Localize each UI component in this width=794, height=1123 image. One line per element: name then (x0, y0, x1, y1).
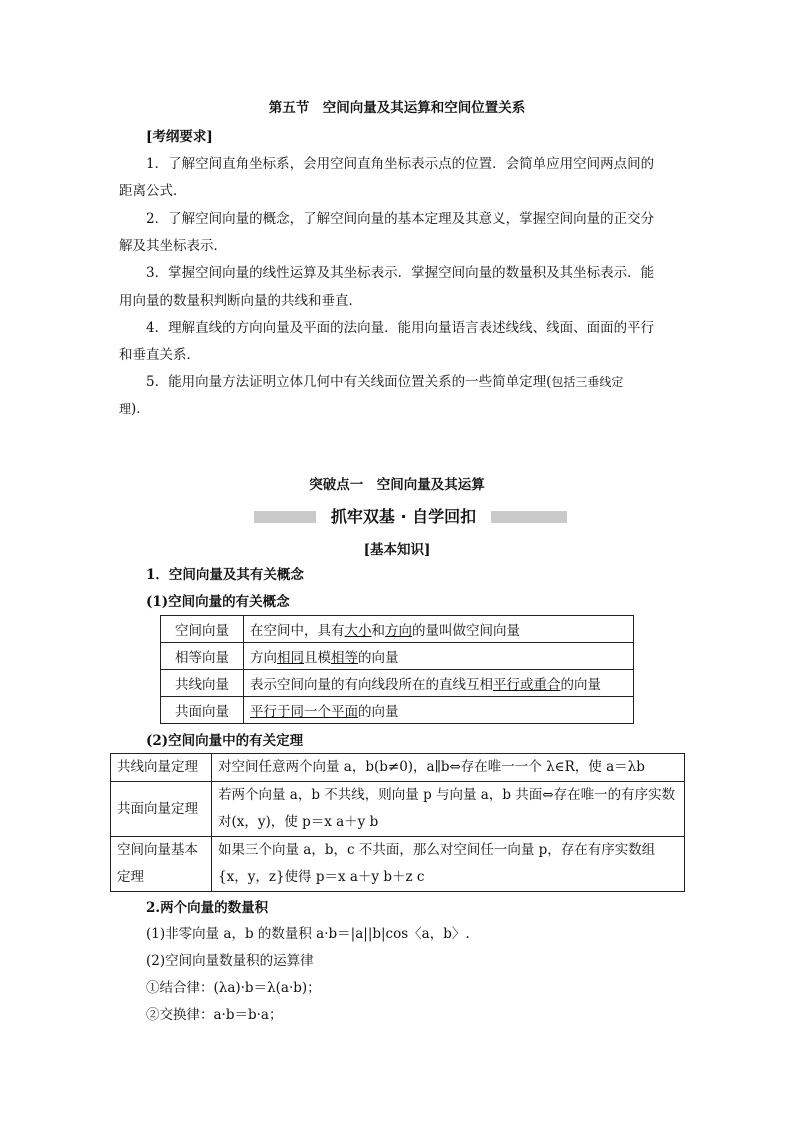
table-row (111, 754, 685, 782)
heading-1a: (1)空间向量的有关概念 (146, 594, 290, 610)
concept-value: 表示空间向量的有向线段所在的直线互相平行或重合的向量 (244, 670, 634, 697)
req-1-line1: 1．了解空间直角坐标系，会用空间直角坐标表示点的位置．会简单应用空间两点间的 (146, 156, 655, 172)
req-2-line2: 解及其坐标表示． (119, 238, 227, 254)
theorem-value: 若两个向量 a，b 不共线，则向量 p 与向量 a，b 共面⇔存在唯一的有序实数对(x，y)，使 p＝x a＋y b (212, 782, 685, 837)
req-1-line2: 距离公式． (119, 183, 187, 199)
heading-1b: (2)空间向量中的有关定理 (146, 733, 304, 749)
banner-bar-left (254, 511, 316, 523)
table-row (161, 670, 634, 697)
banner-text: 抓牢双基 · 自学回扣 (330, 507, 477, 526)
table-row (111, 782, 685, 837)
req-5-handwritten-2: 理 (119, 402, 132, 416)
req-4-line2: 和垂直关系． (119, 347, 200, 363)
table-row (161, 616, 634, 643)
section-title: 突破点一 空间向量及其运算 (309, 477, 485, 493)
concept-key: 相等向量 (161, 643, 244, 670)
theorem-key: 共线向量定理 (111, 754, 212, 782)
heading-2: 2.两个向量的数量积 (146, 900, 269, 916)
page-title: 第五节 空间向量及其运算和空间位置关系 (268, 100, 526, 116)
law-associative: ①结合律：(λa)·b＝λ(a·b)； (146, 980, 321, 996)
law-commutative: ②交换律：a·b＝b·a； (146, 1007, 283, 1023)
req-2-line1: 2．了解空间向量的概念，了解空间向量的基本定理及其意义，掌握空间向量的正交分 (146, 211, 655, 227)
concept-value: 方向相同且模相等的向量 (244, 643, 634, 670)
req-3-line2: 用向量的数量积判断向量的共线和垂直． (119, 293, 362, 309)
heading-1: 1．空间向量及其有关概念 (146, 567, 304, 583)
table-row (161, 643, 634, 670)
concepts-table (160, 615, 634, 724)
banner (254, 507, 567, 527)
req-5-handwritten: 包括三垂线定 (551, 375, 624, 389)
concept-key: 空间向量 (161, 616, 244, 643)
req-5-line2 (119, 397, 150, 417)
theorem-key: 共面向量定理 (111, 782, 212, 837)
kaogang-heading: [考纲要求] (146, 129, 213, 145)
table-row (111, 837, 685, 892)
dot-product-def: (1)非零向量 a，b 的数量积 a·b＝|a||b|cos〈a，b〉. (146, 926, 470, 942)
theorem-key: 空间向量基本定理 (111, 837, 212, 892)
table-row (161, 697, 634, 724)
req-4-line1: 4．理解直线的方向向量及平面的法向量．能用向量语言表述线线、线面、面面的平行 (146, 320, 655, 336)
heading-2b: (2)空间向量数量积的运算律 (146, 953, 314, 969)
theorem-value: 如果三个向量 a，b，c 不共面，那么对空间任一向量 p，存在有序实数组{x，y，z}使得 p＝x a＋y b＋z c (212, 837, 685, 892)
concept-value: 在空间中，具有大小和方向的量叫做空间向量 (244, 616, 634, 643)
theorems-table (110, 753, 685, 892)
concept-key: 共线向量 (161, 670, 244, 697)
concept-value: 平行于同一个平面的向量 (244, 697, 634, 724)
req-3-line1: 3．掌握空间向量的线性运算及其坐标表示．掌握空间向量的数量积及其坐标表示．能 (146, 265, 655, 281)
req-5-end: )． (131, 401, 150, 417)
req-5-line1 (146, 370, 623, 390)
req-5-text: 5．能用向量方法证明立体几何中有关线面位置关系的一些简单定理( (146, 374, 552, 390)
banner-bar-right (491, 511, 567, 523)
subsection-label: [基本知识] (363, 542, 431, 558)
theorem-value: 对空间任意两个向量 a，b(b≠0)，a∥b⇔存在唯一一个 λ∈R，使 a＝λb (212, 754, 685, 782)
concept-key: 共面向量 (161, 697, 244, 724)
